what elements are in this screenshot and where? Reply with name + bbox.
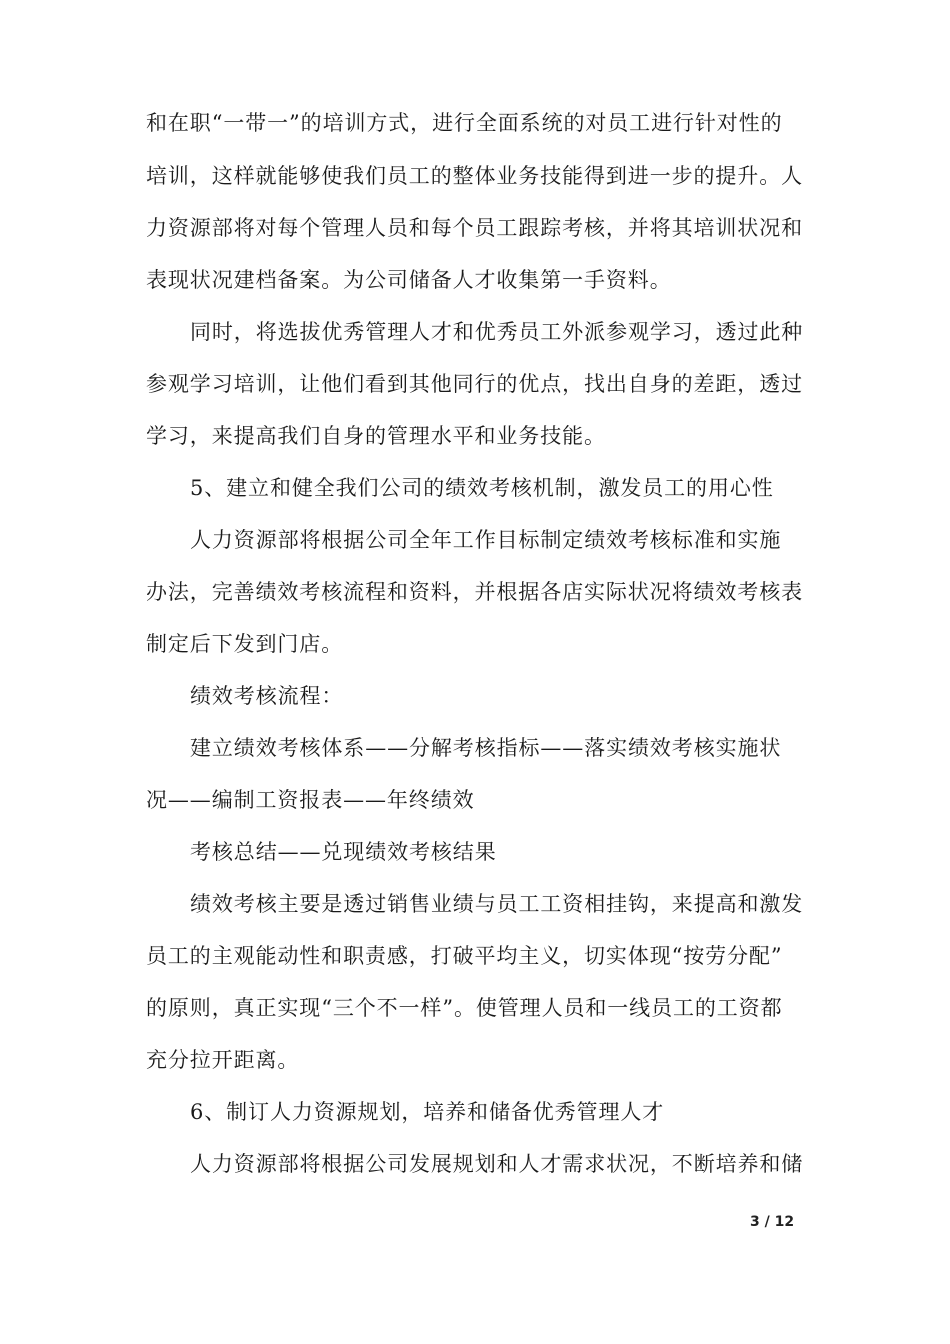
text-line: 况——编制工资报表——年终绩效 [146,788,475,812]
paragraph-first-line: 考核总结——兑现绩效考核结果 [190,840,497,864]
paragraph-first-line: 人力资源部将根据公司全年工作目标制定绩效考核标准和实施 [190,528,782,552]
text-line: 培训，这样就能够使我们员工的整体业务技能得到进一步的提升。人 [146,164,803,188]
paragraph-first-line: 建立绩效考核体系——分解考核指标——落实绩效考核实施状 [190,736,782,760]
page-number: 3 / 12 [750,1214,795,1230]
text-line: 充分拉开距离。 [146,1048,300,1072]
text-line: 员工的主观能动性和职责感，打破平均主义，切实体现“按劳分配” [146,944,783,968]
section-heading-6: 6、制订人力资源规划，培养和储备优秀管理人才 [190,1100,665,1124]
section-heading-5: 5、建立和健全我们公司的绩效考核机制，激发员工的用心性 [190,476,774,500]
text-line: 和在职“一带一”的培训方式，进行全面系统的对员工进行针对性的 [146,111,783,135]
paragraph-first-line: 绩效考核主要是透过销售业绩与员工工资相挂钩，来提高和激发 [190,892,804,916]
text-line: 表现状况建档备案。为公司储备人才收集第一手资料。 [146,268,672,292]
paragraph-first-line: 人力资源部将根据公司发展规划和人才需求状况，不断培养和储 [190,1152,804,1176]
text-line: 学习，来提高我们自身的管理水平和业务技能。 [146,424,606,448]
paragraph-first-line: 绩效考核流程： [190,684,344,708]
text-line: 参观学习培训，让他们看到其他同行的优点，找出自身的差距，透过 [146,372,803,396]
text-line: 制定后下发到门店。 [146,632,344,656]
text-line: 办法，完善绩效考核流程和资料，并根据各店实际状况将绩效考核表 [146,580,803,604]
paragraph-first-line: 同时，将选拔优秀管理人才和优秀员工外派参观学习，透过此种 [190,320,804,344]
text-line: 的原则，真正实现“三个不一样”。使管理人员和一线员工的工资都 [146,996,783,1020]
text-line: 力资源部将对每个管理人员和每个员工跟踪考核，并将其培训状况和 [146,216,803,240]
